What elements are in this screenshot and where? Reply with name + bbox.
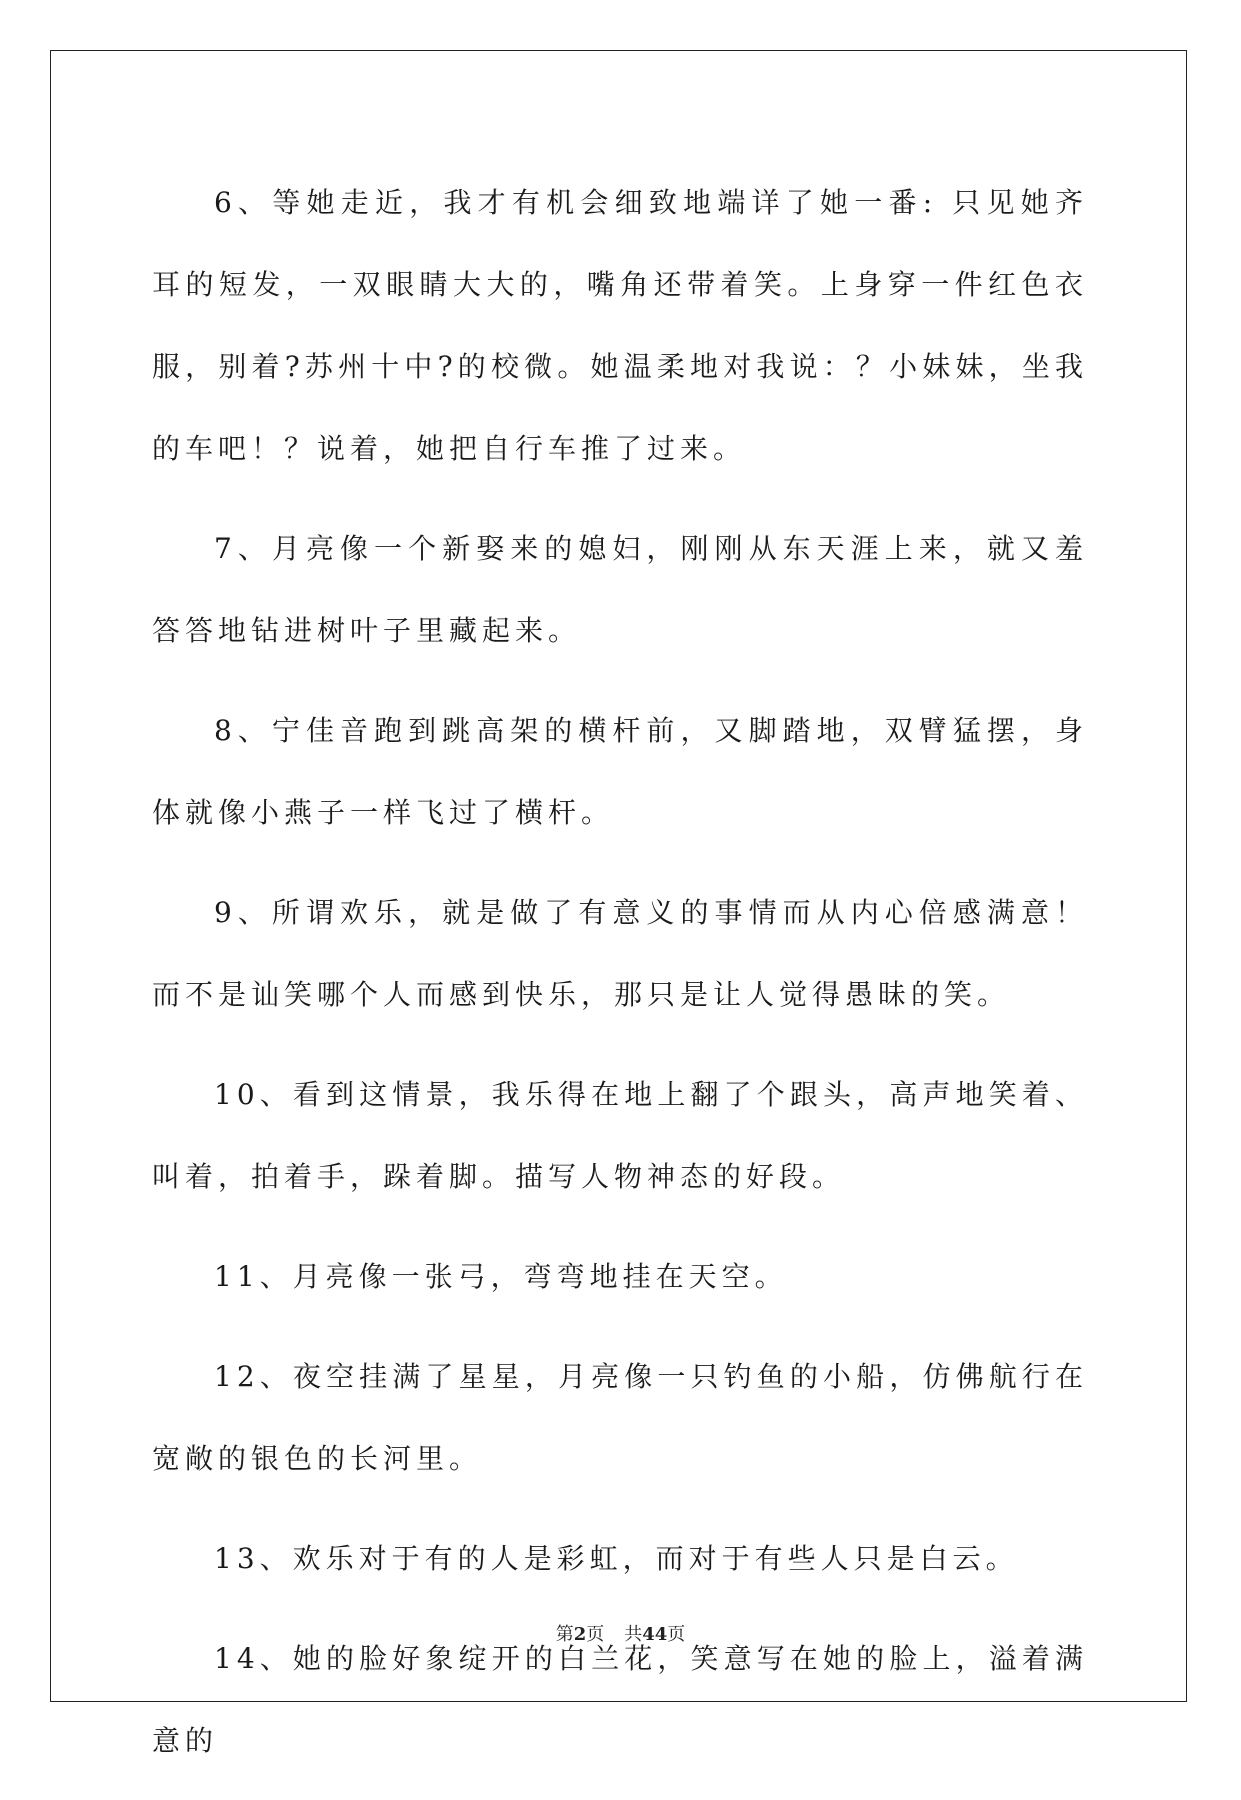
paragraph-6: 6、等她走近，我才有机会细致地端详了她一番: 只见她齐耳的短发，一双眼睛大大的，嘴角还带着笑。上身穿一件红色衣服，别着?苏州十中?的校微。她温柔地对我说：？小妹妹，坐我的车吧！？说着，她把自行车推了过来。 — [152, 186, 1088, 465]
total-prefix: 共 — [624, 1624, 643, 1645]
total-suffix: 页 — [667, 1624, 686, 1645]
paragraph-12: 12、夜空挂满了星星，月亮像一只钓鱼的小船，仿佛航行在宽敞的银色的长河里。 — [152, 1360, 1088, 1475]
page-suffix: 页 — [586, 1624, 605, 1645]
paragraph-11: 11、月亮像一张弓，弯弯地挂在天空。 — [214, 1260, 788, 1293]
paragraph-8: 8、宁佳音跑到跳高架的横杆前，又脚踏地，双臂猛摆，身体就像小燕子一样飞过了横杆。 — [152, 714, 1088, 829]
document-body — [152, 162, 1088, 1800]
page-total: 44 — [642, 1624, 668, 1645]
page-footer — [0, 1620, 1241, 1646]
paragraph-14: 14、她的脸好象绽开的白兰花，笑意写在她的脸上，溢着满意的 — [152, 1642, 1088, 1757]
paragraph-7: 7、月亮像一个新娶来的媳妇，刚刚从东天涯上来，就又羞答答地钻进树叶子里藏起来。 — [152, 532, 1088, 647]
page-current: 2 — [573, 1624, 587, 1645]
paragraph-13: 13、欢乐对于有的人是彩虹，而对于有些人只是白云。 — [214, 1542, 1019, 1575]
paragraph-9: 9、所谓欢乐，就是做了有意义的事情而从内心倍感满意！而不是讪笑哪个人而感到快乐，那只是让人觉得愚昧的笑。 — [152, 896, 1088, 1011]
paragraph-10: 10、看到这情景，我乐得在地上翻了个跟头，高声地笑着、叫着，拍着手，跺着脚。描写人物神态的好段。 — [152, 1078, 1088, 1193]
page-prefix: 第 — [555, 1624, 574, 1645]
